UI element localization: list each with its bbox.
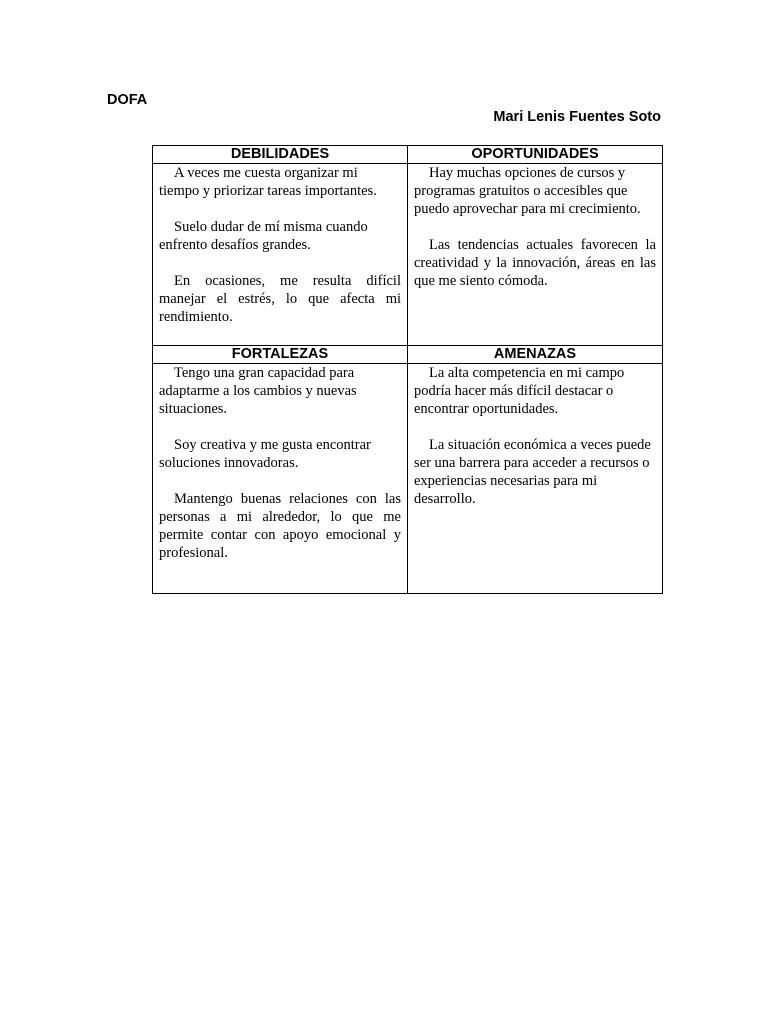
heading-fortalezas: FORTALEZAS [153,346,408,364]
heading-amenazas: AMENAZAS [408,346,663,364]
amenaza-item-1: La alta competencia en mi campo podría hacer más difícil destacar o encontrar oportunidades. [414,365,625,417]
oportunidad-item-1: Hay muchas opciones de cursos y programas gratuitos o accesibles que puedo aprovechar para mi crecimiento. [414,165,641,217]
body-row-bottom [153,364,663,594]
heading-oportunidades: OPORTUNIDADES [408,146,663,164]
amenaza-item-2: La situación económica a veces puede ser una barrera para acceder a recursos o experiencias necesarias para mi desarrollo. [414,437,651,507]
fortaleza-item-2: Soy creativa y me gusta encontrar soluciones innovadoras. [159,437,371,471]
header-row-top [153,146,663,164]
body-row-top [153,164,663,346]
author-name: Mari Lenis Fuentes Soto [493,109,661,125]
heading-debilidades: DEBILIDADES [153,146,408,164]
header-row-bottom [153,346,663,364]
fortaleza-item-3: Mantengo buenas relaciones con las personas a mi alrededor, lo que me permite contar con apoyo emocional y profesional. [159,491,401,561]
cell-amenazas [408,364,663,594]
debilidad-item-1: A veces me cuesta organizar mi tiempo y priorizar tareas importantes. [159,165,377,199]
cell-oportunidades [408,164,663,346]
debilidad-item-2: Suelo dudar de mí misma cuando enfrento desafíos grandes. [159,219,368,253]
cell-debilidades [153,164,408,346]
cell-fortalezas [153,364,408,594]
swot-table [152,145,663,594]
oportunidad-item-2: Las tendencias actuales favorecen la creatividad y la innovación, áreas en las que me siento cómoda. [414,237,656,289]
document-title: DOFA [107,92,148,108]
debilidad-item-3: En ocasiones, me resulta difícil manejar el estrés, lo que afecta mi rendimiento. [159,273,401,325]
fortaleza-item-1: Tengo una gran capacidad para adaptarme a los cambios y nuevas situaciones. [159,365,357,417]
